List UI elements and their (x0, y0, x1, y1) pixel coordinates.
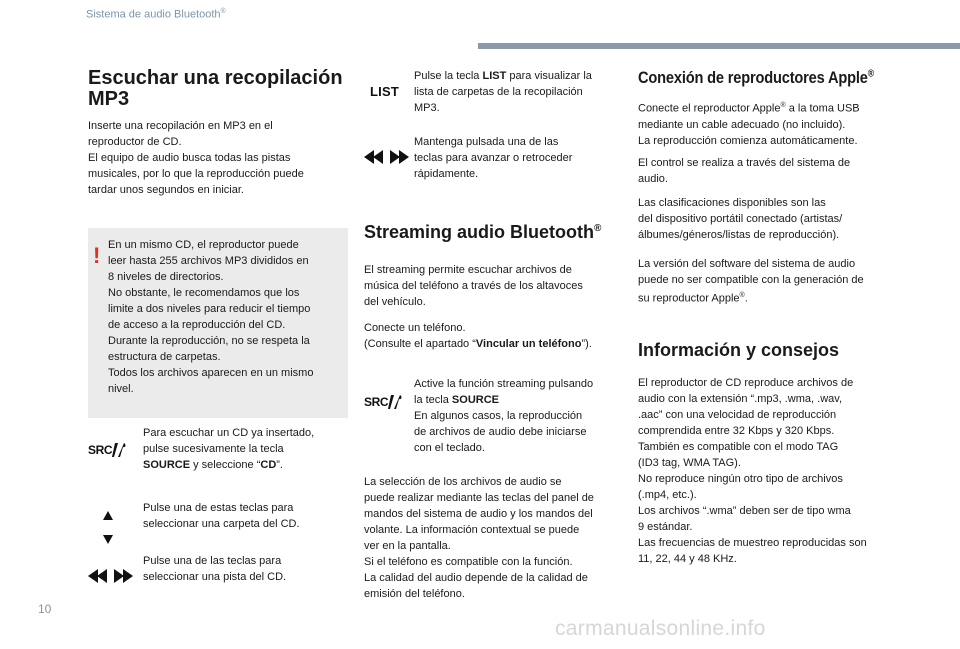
phone-handset-icon (388, 394, 404, 410)
heading-info-tips: Información y consejos (638, 340, 840, 360)
play-cd-instruction: Para escuchar un CD ya insertado, pulse sucesivamente la tecla SOURCE y seleccione “CD”. (143, 427, 315, 471)
fast-forward-rewind-icon (364, 150, 409, 164)
watermark: carmanualsonline.info (555, 617, 766, 640)
list-instruction: Pulse la tecla LIST para visualizar la lista de carpetas de la recopilación MP3. (414, 70, 592, 114)
running-header: Sistema de audio Bluetooth® (86, 8, 226, 21)
mp3-intro: Inserte una recopilación en MP3 en el reproductor de CD. El equipo de audio busca todas las pistas musicales, por lo que la reproducción puede tardar unos segundos en iniciar. (88, 120, 304, 196)
info-tips-text: El reproductor de CD reproduce archivos de audio con la extensión “.mp3, .wma, .wav, .aac” con una velocidad de reproducción comprendida entre 32 Kbps y 320 Kbps. También es compatible con el modo TAG (ID3 tag, WMA TAG). No reproduce ningún otro tipo de archivos (.mp4, etc.). Los archivos “.wma” deben ser de tipo wma 9 estándar. Las frecuencias de muestreo reproducidas son 11, 22, 44 y 48 KHz. (638, 377, 867, 565)
up-down-arrows-icon (103, 511, 113, 545)
apple-control-text: El control se realiza a través del sistema de audio. (638, 157, 851, 185)
heading-mp3: Escuchar una recopilación MP3 (88, 67, 343, 110)
src-key-icon-2: SRC (364, 394, 404, 410)
heading-apple-players: Conexión de reproductores Apple® (638, 68, 874, 87)
header-bar (478, 43, 960, 49)
apple-connect-text: Conecte el reproductor Apple® a la toma USB mediante un cable adecuado (no incluido). La reproducción comienza automáticamente. (638, 102, 860, 147)
activate-streaming-text: Active la función streaming pulsando la tecla SOURCE En algunos casos, la reproducción de archivos de audio debe iniciarse con el teclado. (414, 378, 594, 454)
page-number: 10 (38, 602, 52, 616)
warning-text: En un mismo CD, el reproductor puede leer hasta 255 archivos MP3 divididos en 8 niveles de directorios. No obstante, le recomendamos que los limite a dos niveles para reducir el tiempo de acceso a la reproducción del CD. Durante la reproducción, no se respeta la estructura de carpetas. Todos los archivos aparecen en un mismo nivel. (108, 239, 314, 395)
phone-handset-icon (112, 442, 128, 458)
prev-next-arrows-icon (88, 569, 133, 583)
apple-classifications-text: Las clasificaciones disponibles son las del dispositivo portátil conectado (artistas/ álbumes/géneros/listas de reproducción). (638, 197, 843, 241)
src-key-icon: SRC (88, 442, 128, 458)
list-key-icon: LIST (370, 84, 399, 99)
warning-icon: ! (93, 243, 101, 268)
folder-select-instruction: Pulse una de estas teclas para seleccionar una carpeta del CD. (143, 502, 300, 530)
file-selection-text: La selección de los archivos de audio se puede realizar mediante las teclas del panel de mandos del sistema de audio y los mandos del volante. La información contextual se puede ver en la pantalla. Si el teléfono es compatible con la función. La calidad del audio depende de la calidad de emisión del teléfono. (364, 476, 594, 600)
hold-instruction: Mantenga pulsada una de las teclas para avanzar o retroceder rápidamente. (414, 136, 573, 180)
track-select-instruction: Pulse una de las teclas para seleccionar una pista del CD. (143, 555, 287, 583)
heading-bluetooth-streaming: Streaming audio Bluetooth® (364, 222, 602, 242)
streaming-intro: El streaming permite escuchar archivos de música del teléfono a través de los altavoces del vehículo. (364, 264, 583, 308)
apple-compatibility-text: La versión del software del sistema de audio puede no ser compatible con la generación de su reproductor Apple®. (638, 258, 864, 305)
connect-phone-text: Conecte un teléfono. (Consulte el apartado “Vincular un teléfono”). (364, 322, 592, 350)
